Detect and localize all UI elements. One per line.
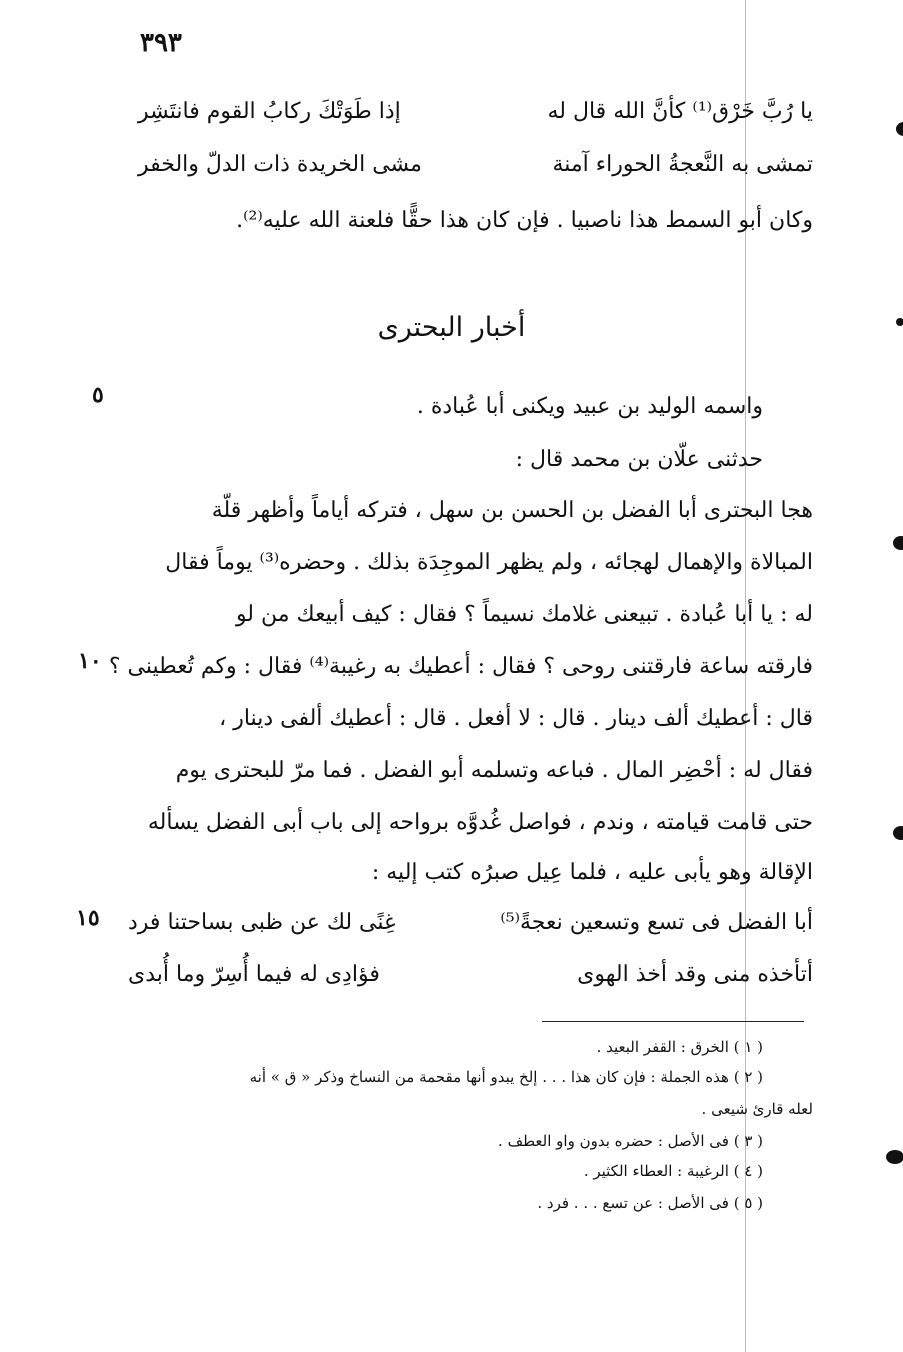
scan-mark bbox=[893, 826, 903, 840]
body-line: الإقالة وهو يأبى عليه ، فلما عِيل صبرُه كتب إليه : bbox=[371, 860, 813, 885]
scan-mark bbox=[886, 1150, 903, 1164]
line-number-10: ١٠ bbox=[78, 648, 102, 674]
footnote-5: ( ٥ ) فى الأصل : عن تسع . . . فرد . bbox=[537, 1194, 763, 1212]
footnote-rule bbox=[542, 1021, 804, 1022]
verse-4-first-hemistich: أتأخذه منى وقد أخذ الهوى bbox=[577, 962, 813, 987]
body-line: له : يا أبا عُبادة . تبيعنى غلامك نسيماً ؟ فقال : كيف أبيعك من لو bbox=[235, 602, 813, 627]
footnote-2-continued: لعله قارئ شيعى . bbox=[701, 1100, 813, 1118]
line-number-5: ٥ bbox=[92, 382, 104, 408]
text-line: وكان أبو السمط هذا ناصبيا . فإن كان هذا حقًّا فلعنة الله عليه⁽²⁾. bbox=[236, 208, 813, 233]
body-line: قال : أعطيك ألف دينار . قال : لا أفعل . قال : أعطيك ألفى دينار ، bbox=[219, 706, 813, 731]
body-line: المبالاة والإهمال لهجائه ، ولم يظهر الموجِدَة بذلك . وحضره⁽³⁾ يوماً فقال bbox=[165, 550, 813, 575]
body-line: حدثنى علّان بن محمد قال : bbox=[515, 447, 763, 472]
footnote-1: ( ١ ) الخرق : القفر البعيد . bbox=[596, 1038, 763, 1056]
footnote-4: ( ٤ ) الرغيبة : العطاء الكثير . bbox=[583, 1162, 763, 1180]
body-line: فارقته ساعة فارقتنى روحى ؟ فقال : أعطيك به رغيبة⁽⁴⁾ فقال : وكم تُعطينى ؟ bbox=[108, 654, 813, 679]
verse-2-first-hemistich: تمشى به النَّعجةُ الحوراء آمنة bbox=[552, 152, 813, 177]
verse-1-second-hemistich: إذا طَوَتْكَ ركابُ القوم فانتَشِر bbox=[138, 99, 401, 124]
scan-mark bbox=[893, 536, 903, 550]
scan-mark bbox=[896, 122, 903, 136]
footnote-3: ( ٣ ) فى الأصل : حضره بدون واو العطف . bbox=[498, 1132, 763, 1150]
verse-2-second-hemistich: مشى الخريدة ذات الدلّ والخفر bbox=[138, 152, 422, 177]
body-line: فقال له : أحْضِر المال . فباعه وتسلمه أبو الفضل . فما مرّ للبحترى يوم bbox=[175, 758, 813, 783]
body-line: حتى قامت قيامته ، وندم ، فواصل غُدوَّه برواحه إلى باب أبى الفضل يسأله bbox=[147, 810, 813, 835]
verse-3-second-hemistich: غِنًى لك عن ظبى بساحتنا فرد bbox=[128, 910, 396, 935]
footnote-2: ( ٢ ) هذه الجملة : فإن كان هذا . . . إلخ يبدو أنها مقحمة من النساخ وذكر « ق » أنه bbox=[249, 1068, 763, 1086]
section-heading: أخبار البحترى bbox=[377, 312, 526, 343]
verse-3-first-hemistich: أبا الفضل فى تسع وتسعين نعجةً⁽⁵⁾ bbox=[500, 910, 813, 935]
page-number: ٣٩٣ bbox=[140, 28, 182, 58]
body-line: واسمه الوليد بن عبيد ويكنى أبا عُبادة . bbox=[416, 394, 763, 419]
body-line: هجا البحترى أبا الفضل بن الحسن بن سهل ، فتركه أياماً وأظهر قلّة bbox=[211, 498, 813, 523]
verse-4-second-hemistich: فؤادِى له فيما أُسِرّ وما أُبدى bbox=[128, 962, 380, 987]
line-number-15: ١٥ bbox=[76, 905, 100, 931]
verse-1-first-hemistich: يا رُبَّ خَرْق⁽¹⁾ كأنَّ الله قال له bbox=[547, 99, 813, 124]
